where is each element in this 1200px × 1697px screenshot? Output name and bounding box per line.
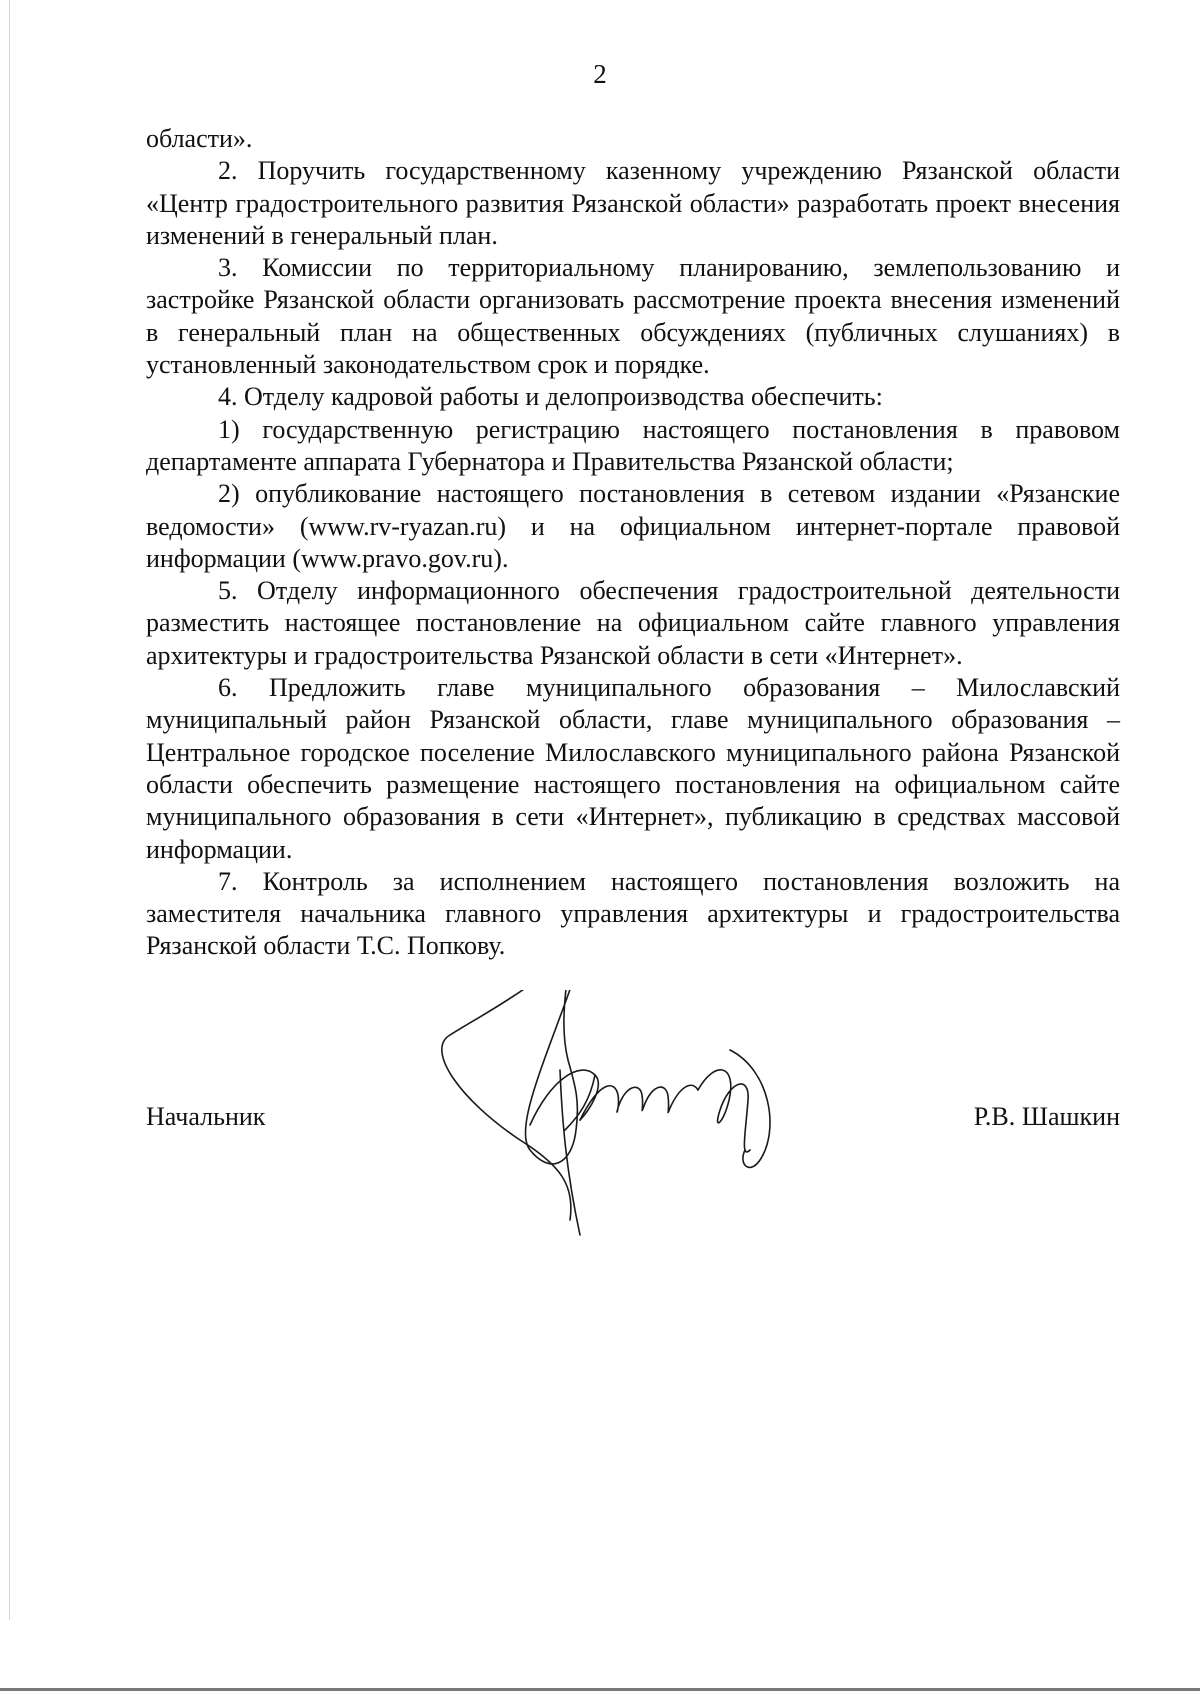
paragraph-subitem-1: 1) государственную регистрацию настоящего постановления в правовом департаменте аппарата Губернатора и Правительства Рязанской области;: [146, 414, 1120, 476]
paragraph-item-6: 6. Предложить главе муниципального образования – Милославский муниципальный район Рязанской области, главе муниципального образования – Центральное городское поселение Милославского муниципального района Рязанской области обеспечить размещение настоящего постановления на официальном сайте муниципального образования в сети «Интернет», публикацию в средствах массовой информации.: [146, 673, 1120, 864]
signature-block: [146, 1100, 1120, 1140]
signer-name: Р.В. Шашкин: [973, 1102, 1120, 1131]
paragraph-continuation: области».: [146, 124, 253, 153]
paragraph-item-3: 3. Комиссии по территориальному планированию, землепользованию и застройке Рязанской области организовать рассмотрение проекта внесения изменений в генеральный план на общественных обсуждениях (публичных слушаниях) в установленный законодательством срок и порядке.: [146, 253, 1120, 380]
scan-edge-bottom: [0, 1688, 1200, 1691]
paragraph-subitem-2: 2) опубликование настоящего постановления в сетевом издании «Рязанские ведомости» (www.rv-ryazan.ru) и на официальном интернет-портале правовой информации (www.pravo.gov.ru).: [146, 479, 1120, 573]
document-body: [146, 123, 1120, 963]
paragraph-item-2: 2. Поручить государственному казенному учреждению Рязанской области «Центр градостроительного развития Рязанской области» разработать проект внесения изменений в генеральный план.: [146, 156, 1120, 250]
paragraph-item-4: 4. Отделу кадровой работы и делопроизводства обеспечить:: [218, 382, 883, 412]
signer-title: Начальник: [146, 1102, 266, 1131]
scan-edge-left: [9, 0, 10, 1620]
paragraph-item-7: 7. Контроль за исполнением настоящего постановления возложить на заместителя начальника главного управления архитектуры и градостроительства Рязанской области Т.С. Попкову.: [146, 866, 1120, 961]
page-number: 2: [593, 59, 607, 89]
paragraph-item-5: 5. Отделу информационного обеспечения градостроительной деятельности разместить настоящее постановление на официальном сайте главного управления архитектуры и градостроительства Рязанской области в сети «Интернет».: [146, 576, 1120, 670]
